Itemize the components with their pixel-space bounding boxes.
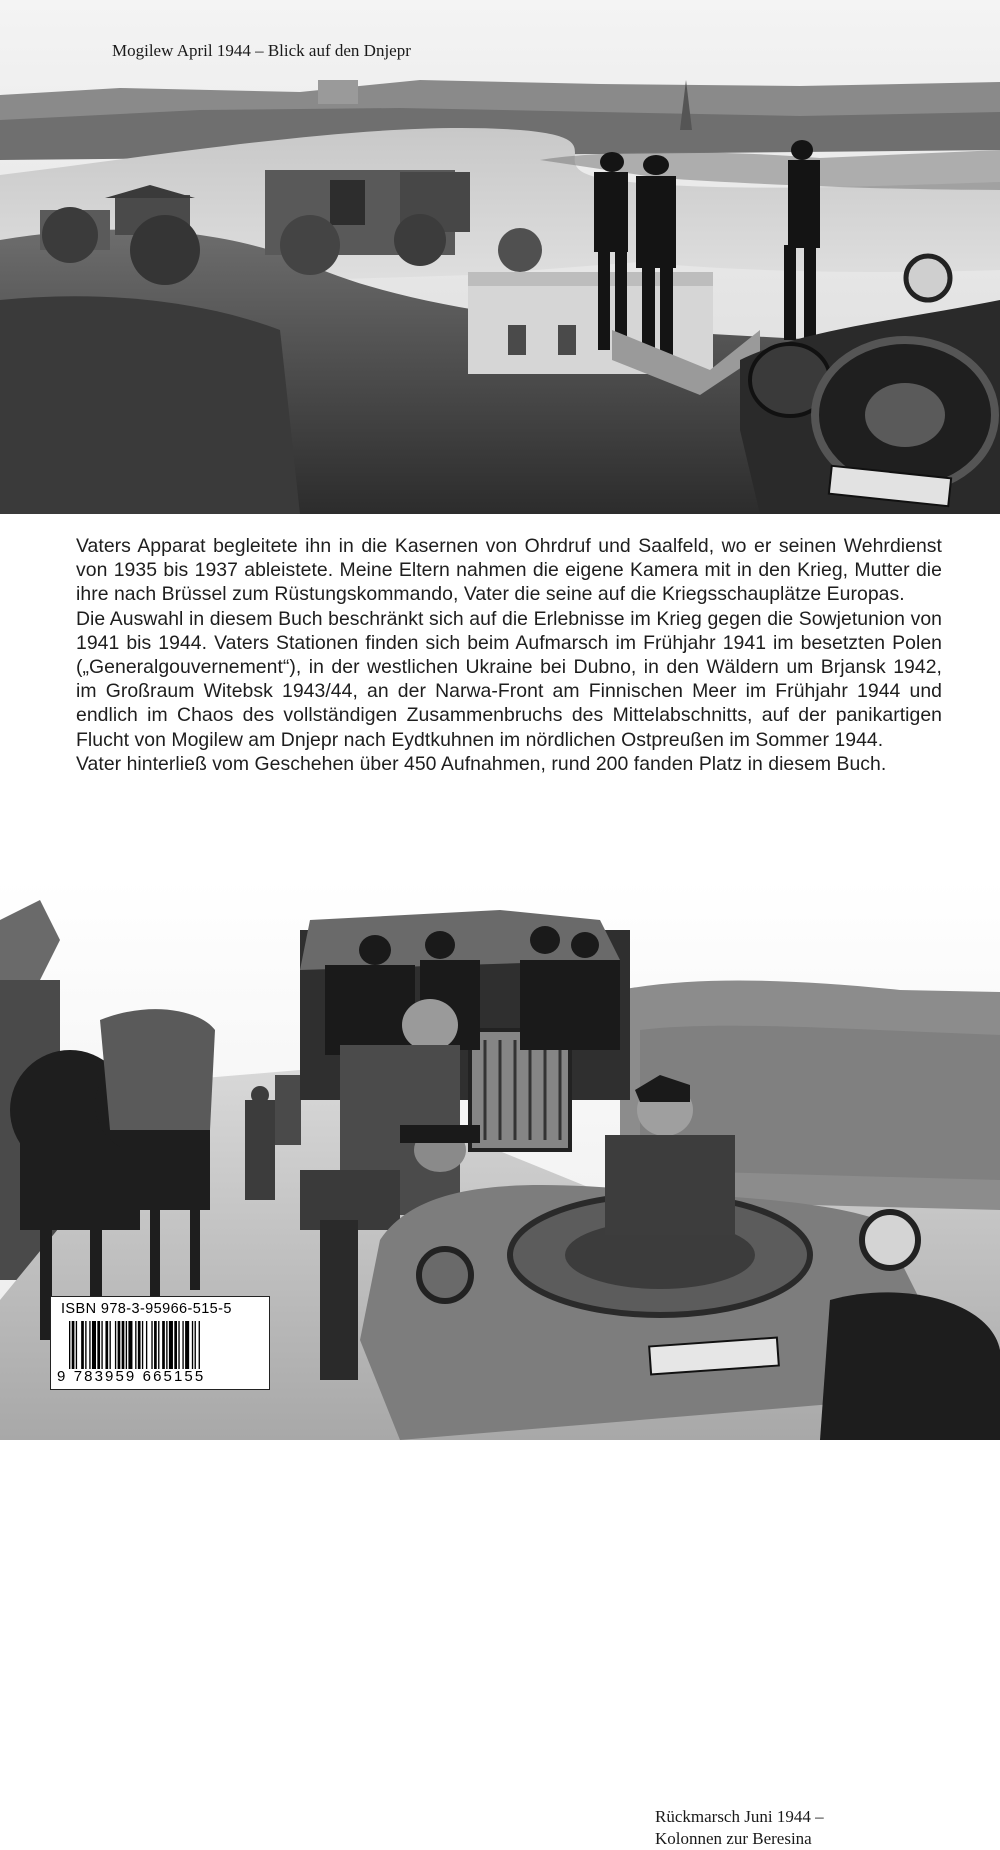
barcode-bar — [76, 1321, 77, 1369]
photo-mogilew-dnjepr — [0, 0, 1000, 514]
photo-caption-bottom-line-2: Kolonnen zur Beresina — [655, 1829, 812, 1848]
barcode-bar — [85, 1321, 86, 1369]
barcode-bar — [101, 1321, 102, 1369]
isbn-barcode — [50, 1296, 270, 1390]
barcode-bar — [110, 1321, 111, 1369]
barcode-bar — [154, 1321, 157, 1369]
barcode-bar — [69, 1321, 70, 1369]
barcode-bar — [105, 1321, 108, 1369]
barcode-bar — [118, 1321, 121, 1369]
barcode-bar — [89, 1321, 90, 1369]
barcode-bar — [81, 1321, 84, 1369]
barcode-bar — [195, 1321, 196, 1369]
barcode-bar — [135, 1321, 136, 1369]
barcode-bar — [142, 1321, 143, 1369]
barcode-bar — [158, 1321, 159, 1369]
barcode-bar — [128, 1321, 132, 1369]
isbn-label: ISBN 978-3-95966-515-5 — [61, 1301, 232, 1317]
isbn-digits: 9 783959 665155 — [57, 1368, 206, 1385]
barcode-bar — [97, 1321, 100, 1369]
body-text — [76, 534, 942, 776]
barcode-bar — [115, 1321, 116, 1369]
barcode-bar — [151, 1321, 152, 1369]
barcode-bar — [169, 1321, 173, 1369]
paragraph-2: Die Auswahl in diesem Buch beschränkt sich auf die Erlebnisse im Krieg gegen die Sowjetunion von 1941 bis 1944. Vaters Stationen finden sich beim Aufmarsch im Frühjahr 1941 im besetzten Polen („Generalgouvernement“), in der westlichen Ukraine bei Dubno, in den Wäldern um Brjansk 1942, im Großraum Witebsk 1943/44, an der Narwa-Front am Finnischen Meer im Frühjahr 1944 und endlich im Chaos des vollständigen Zusammenbruchs des Mittelabschnitts, auf der panikartigen Flucht von Mogilew am Dnjepr nach Eydtkuhnen im nördlichen Ostpreußen im Sommer 1944. — [76, 607, 942, 751]
barcode-bar — [122, 1321, 125, 1369]
photo-caption-top: Mogilew April 1944 – Blick auf den Dnjepr — [112, 41, 411, 60]
barcode-bar — [174, 1321, 177, 1369]
barcode-bar — [192, 1321, 193, 1369]
top-photo — [0, 0, 1000, 514]
barcode-bar — [162, 1321, 165, 1369]
barcode-bar — [72, 1321, 75, 1369]
barcode-bars — [69, 1321, 255, 1371]
paragraph-1: Vaters Apparat begleitete ihn in die Kasernen von Ohrdruf und Saalfeld, wo er seinen Wehrdienst von 1935 bis 1937 ableistete. Meine Eltern nahmen die eigene Kamera mit in den Krieg, Mutter die ihre nach Brüssel zum Rüstungskommando, Vater die seine auf die Kriegsschauplätze Europas. — [76, 535, 942, 606]
paragraph-3: Vater hinterließ vom Geschehen über 450 Aufnahmen, rund 200 fanden Platz in diesem Buch. — [76, 752, 887, 775]
photo-caption-bottom — [655, 1806, 824, 1850]
barcode-bar — [146, 1321, 147, 1369]
barcode-bar — [182, 1321, 183, 1369]
barcode-bar — [126, 1321, 127, 1369]
barcode-bar — [185, 1321, 189, 1369]
barcode-bar — [178, 1321, 179, 1369]
barcode-bar — [166, 1321, 167, 1369]
photo-caption-bottom-line-1: Rückmarsch Juni 1944 – — [655, 1807, 824, 1826]
barcode-bar — [92, 1321, 96, 1369]
barcode-bar — [138, 1321, 141, 1369]
barcode-bar — [199, 1321, 200, 1369]
